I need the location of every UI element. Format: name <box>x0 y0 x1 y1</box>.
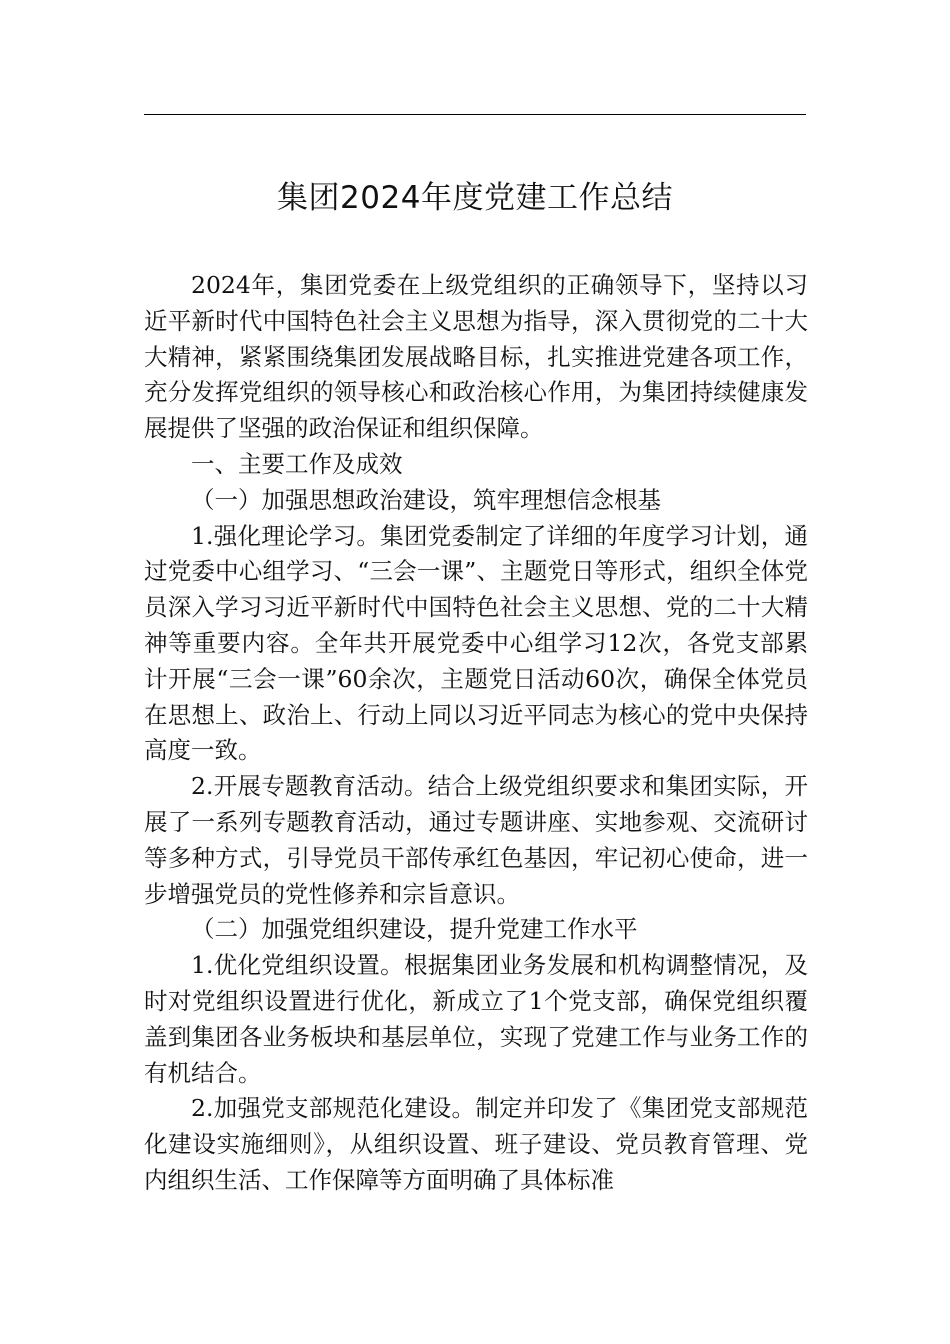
body-paragraph: 2.开展专题教育活动。结合上级党组织要求和集团实际，开展了一系列专题教育活动，通过专题讲座、实地参观、交流研讨等多种方式，引导党员干部传承红色基因，牢记初心使命，进一步增强党员的党性修养和宗旨意识。 <box>144 772 808 908</box>
body-paragraph: 2.加强党支部规范化建设。制定并印发了《集团党支部规范化建设实施细则》，从组织设置、班子建设、党员教育管理、党内组织生活、工作保障等方面明确了具体标准 <box>144 1094 808 1194</box>
section-heading: 一、主要工作及成效 <box>191 449 403 478</box>
document-title: 集团2024年度党建工作总结 <box>277 180 673 216</box>
body-paragraph: 1.强化理论学习。集团党委制定了详细的年度学习计划，通过党委中心组学习、“三会一课”、主题党日等形式，组织全体党员深入学习习近平新时代中国特色社会主义思想、党的二十大精神等重要内容。全年共开展党委中心组学习12次，各党支部累计开展“三会一课”60余次，主题党日活动60次，确保全体党员在思想上、政治上、行动上同以习近平同志为核心的党中央保持高度一致。 <box>144 521 808 765</box>
body-paragraph: 1.优化党组织设置。根据集团业务发展和机构调整情况，及时对党组织设置进行优化，新成立了1个党支部，确保党组织覆盖到集团各业务板块和基层单位，实现了党建工作与业务工作的有机结合。 <box>144 951 808 1087</box>
subsection-heading: （一）加强思想政治建设，筑牢理想信念根基 <box>191 485 661 514</box>
header-rule <box>144 114 806 115</box>
intro-paragraph: 2024年，集团党委在上级党组织的正确领导下，坚持以习近平新时代中国特色社会主义思想为指导，深入贯彻党的二十大大精神，紧紧围绕集团发展战略目标，扎实推进党建各项工作，充分发挥党组织的领导核心和政治核心作用，为集团持续健康发展提供了坚强的政治保证和组织保障。 <box>144 271 808 443</box>
document-body <box>144 268 808 1199</box>
subsection-heading: （二）加强党组织建设，提升党建工作水平 <box>191 915 638 944</box>
